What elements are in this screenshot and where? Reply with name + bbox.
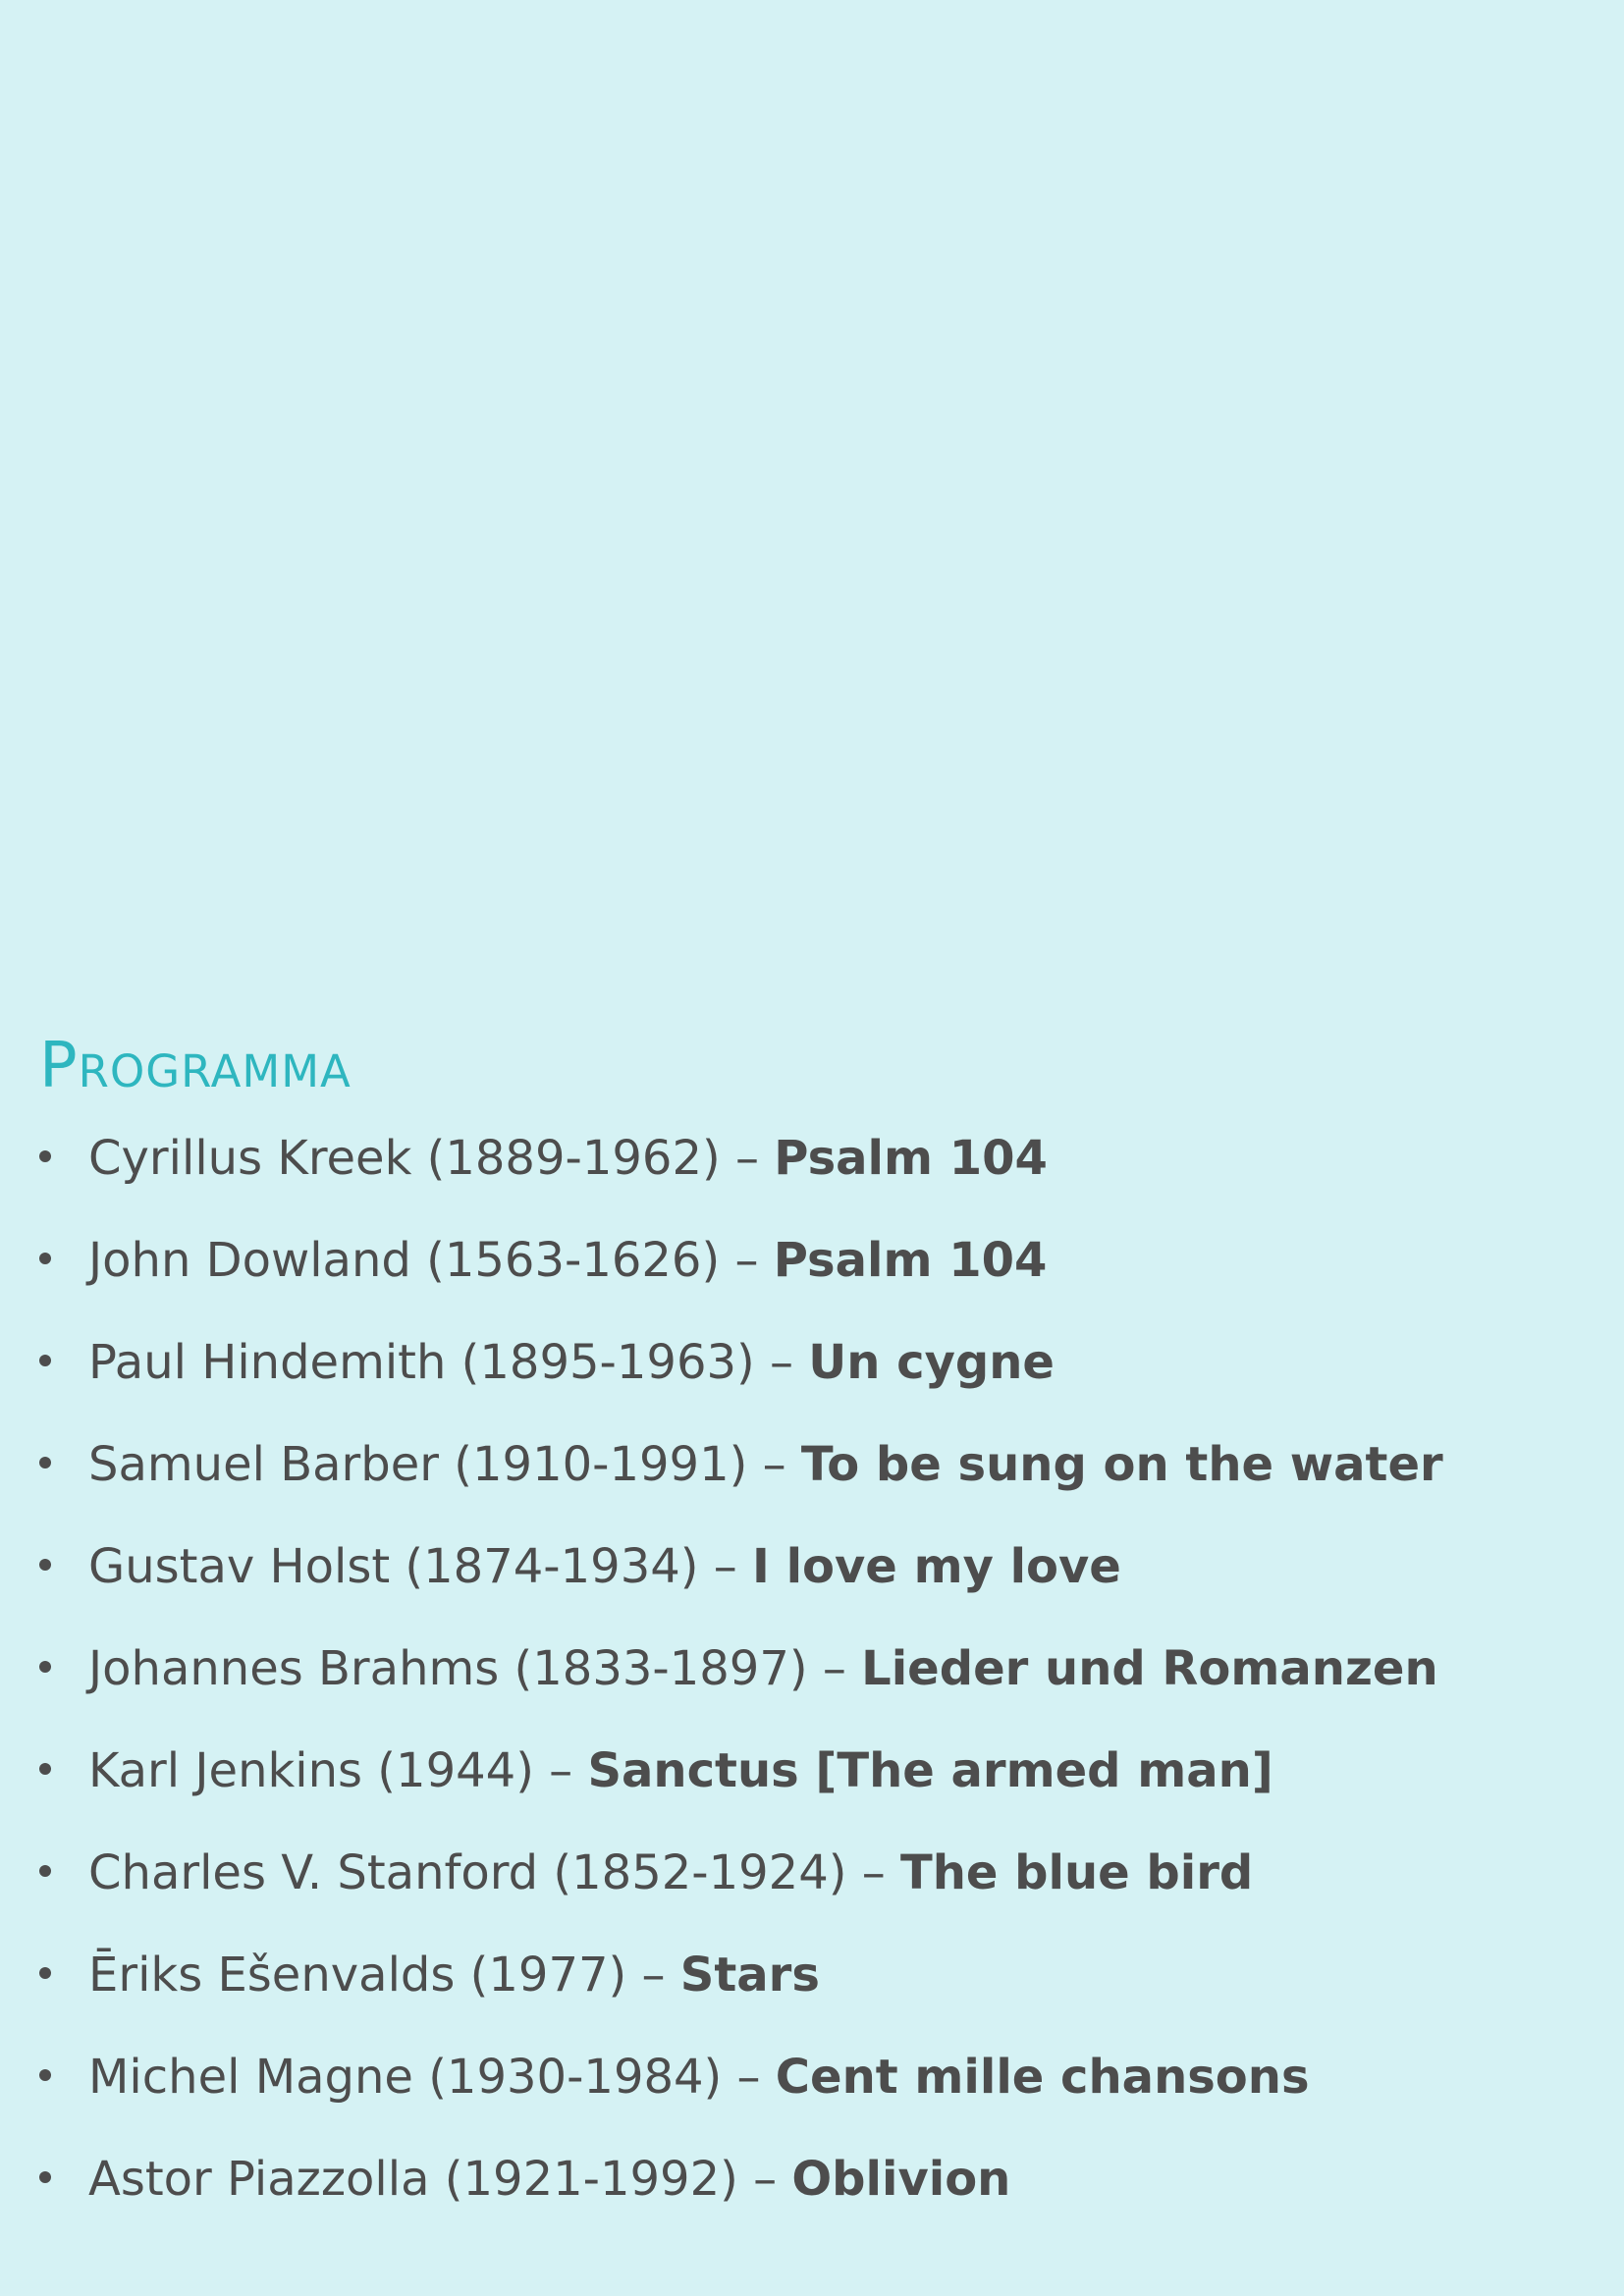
work-title: Sanctus [The armed man]	[587, 1743, 1273, 1798]
separator-dash: –	[698, 1539, 753, 1594]
bullet-icon	[39, 1150, 51, 1162]
bullet-icon	[39, 1763, 51, 1775]
composer-name: Ēriks Ešenvalds (1977)	[88, 1948, 627, 2002]
separator-dash: –	[720, 1131, 775, 1186]
program-item-text	[88, 1842, 1253, 1904]
bullet-icon	[39, 1355, 51, 1366]
composer-name: John Dowland (1563-1626)	[88, 1233, 721, 1288]
program-item-text	[88, 2148, 1010, 2211]
program-item	[39, 1229, 1591, 1331]
separator-dash: –	[722, 2050, 776, 2105]
work-title: Psalm 104	[773, 1233, 1048, 1288]
work-title: Cent mille chansons	[775, 2050, 1310, 2105]
program-item	[39, 1535, 1591, 1637]
composer-name: Michel Magne (1930-1984)	[88, 2050, 723, 2105]
bullet-icon	[39, 2171, 51, 2183]
composer-name: Gustav Holst (1874-1934)	[88, 1539, 699, 1594]
programma-section	[39, 1027, 1591, 2250]
program-item	[39, 1127, 1591, 1229]
separator-dash: –	[533, 1743, 588, 1798]
bullet-icon	[39, 1865, 51, 1877]
separator-dash: –	[846, 1845, 900, 1900]
program-item	[39, 1331, 1591, 1433]
program-item	[39, 2046, 1591, 2148]
composer-name: Paul Hindemith (1895-1963)	[88, 1335, 755, 1390]
composer-name: Samuel Barber (1910-1991)	[88, 1437, 748, 1492]
program-item-text	[88, 1944, 820, 2006]
program-item-text	[88, 1637, 1438, 1700]
separator-dash: –	[747, 1437, 801, 1492]
bullet-icon	[39, 1253, 51, 1264]
programma-heading: Programma	[39, 1030, 352, 1102]
composer-name: Cyrillus Kreek (1889-1962)	[88, 1131, 721, 1186]
program-item	[39, 1739, 1591, 1842]
work-title: To be sung on the water	[800, 1437, 1443, 1492]
separator-dash: –	[807, 1641, 862, 1696]
separator-dash: –	[626, 1948, 680, 2002]
composer-name: Johannes Brahms (1833-1897)	[88, 1641, 808, 1696]
work-title: Lieder und Romanzen	[861, 1641, 1438, 1696]
bullet-icon	[39, 2069, 51, 2081]
bullet-icon	[39, 1661, 51, 1673]
program-item-text	[88, 1331, 1055, 1394]
program-item	[39, 1433, 1591, 1535]
work-title: Stars	[679, 1948, 820, 2002]
separator-dash: –	[720, 1233, 774, 1288]
program-item-text	[88, 1535, 1121, 1598]
program-item	[39, 1842, 1591, 1944]
work-title: The blue bird	[900, 1845, 1254, 1900]
program-item-text	[88, 1739, 1273, 1802]
program-list	[39, 1127, 1591, 2250]
program-item-text	[88, 1229, 1047, 1292]
work-title: Psalm 104	[774, 1131, 1048, 1186]
program-item-text	[88, 1433, 1443, 1496]
program-item	[39, 1944, 1591, 2046]
bullet-icon	[39, 1457, 51, 1468]
composer-name: Astor Piazzolla (1921-1992)	[88, 2152, 738, 2207]
program-item-text	[88, 2046, 1310, 2109]
work-title: Un cygne	[808, 1335, 1055, 1390]
work-title: Oblivion	[791, 2152, 1011, 2207]
separator-dash: –	[737, 2152, 792, 2207]
program-item	[39, 2148, 1591, 2250]
program-item	[39, 1637, 1591, 1739]
bullet-icon	[39, 1559, 51, 1571]
work-title: I love my love	[752, 1539, 1121, 1594]
program-item-text	[88, 1127, 1048, 1190]
bullet-icon	[39, 1967, 51, 1979]
separator-dash: –	[754, 1335, 809, 1390]
composer-name: Charles V. Stanford (1852-1924)	[88, 1845, 847, 1900]
composer-name: Karl Jenkins (1944)	[88, 1743, 534, 1798]
